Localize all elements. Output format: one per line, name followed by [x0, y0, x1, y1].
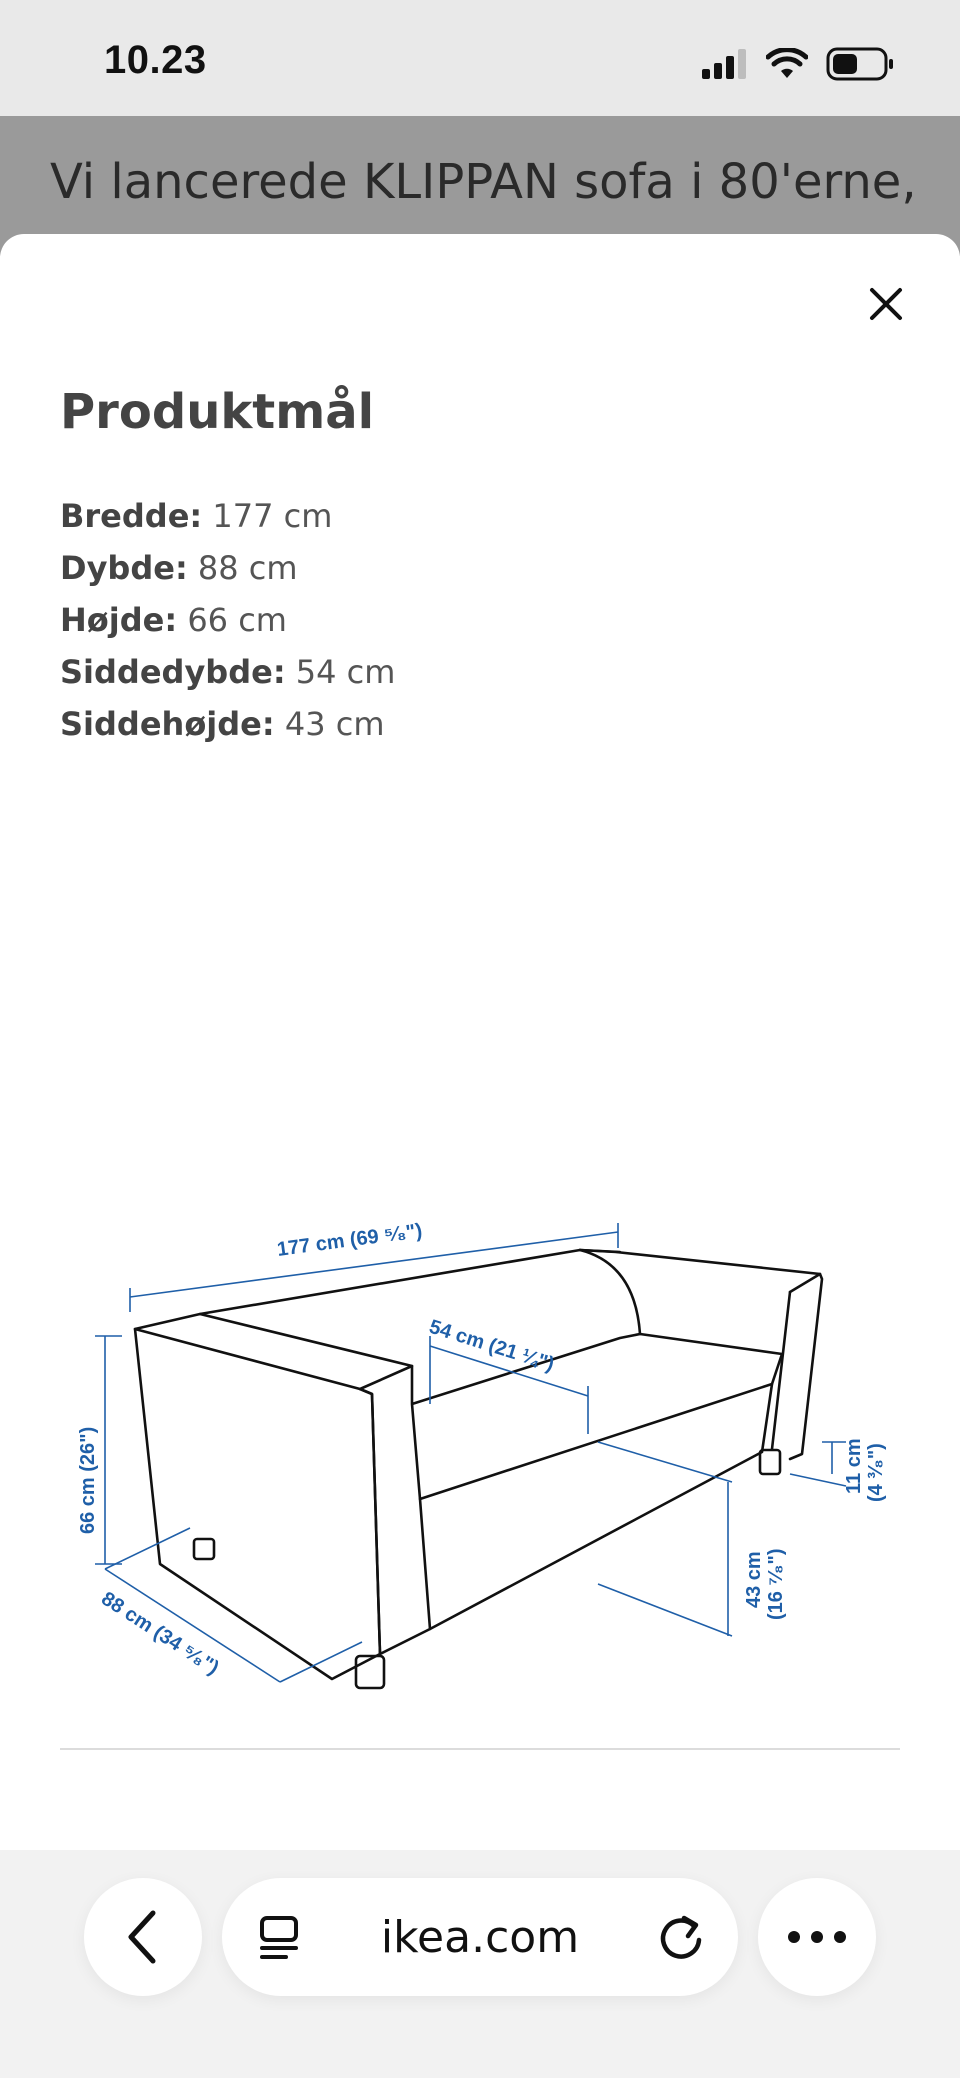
- status-bar: [0, 0, 960, 116]
- reload-icon[interactable]: [654, 1910, 708, 1964]
- dimension-value: 66 cm: [187, 601, 287, 639]
- battery-icon: [826, 47, 896, 81]
- more-icon: [787, 1930, 847, 1944]
- dimension-value: 177 cm: [212, 497, 333, 535]
- seat-height-cm-label: 43 cm: [743, 1551, 765, 1608]
- dimension-list: [60, 490, 395, 750]
- wifi-icon: [766, 48, 808, 80]
- cellular-signal-icon: [702, 49, 748, 79]
- close-button[interactable]: [856, 274, 916, 334]
- dimension-lines: [95, 1223, 846, 1682]
- dimension-value: 54 cm: [295, 653, 396, 691]
- dimension-label: Dybde:: [60, 549, 188, 587]
- sofa-dimension-diagram: [60, 934, 900, 1774]
- product-dimensions-sheet: [0, 234, 960, 2078]
- width-label: 177 cm (69 ⁵⁄₈"): [275, 1219, 424, 1261]
- dimension-value: 43 cm: [284, 705, 385, 743]
- dimension-item: [60, 594, 395, 646]
- height-label: 66 cm (26"): [77, 1426, 99, 1534]
- close-icon: [868, 286, 904, 322]
- seat-depth-label: 54 cm (21 ¼"): [426, 1315, 557, 1376]
- back-icon: [123, 1909, 163, 1965]
- leg-height-cm-label: 11 cm: [843, 1438, 865, 1494]
- address-bar[interactable]: [222, 1878, 738, 1996]
- back-button[interactable]: [84, 1878, 202, 1996]
- dimension-item: [60, 542, 395, 594]
- dimension-label: Højde:: [60, 601, 178, 639]
- leg-height-in-label: (4 ³⁄₈"): [865, 1443, 887, 1502]
- dimension-label: Siddehøjde:: [60, 705, 275, 743]
- depth-label: 88 cm (34 ⁵⁄₈"): [97, 1587, 223, 1680]
- dimension-label: Siddedybde:: [60, 653, 286, 691]
- sheet-divider: [60, 1748, 900, 1750]
- browser-toolbar: [0, 1850, 960, 2078]
- background-page-text: Vi lancerede KLIPPAN sofa i 80'erne,: [50, 154, 917, 210]
- dimension-value: 88 cm: [197, 549, 298, 587]
- sofa-line-drawing: [135, 1250, 822, 1688]
- dimension-label: Bredde:: [60, 497, 203, 535]
- sheet-title: Produktmål: [60, 384, 375, 440]
- url-text: ikea.com: [380, 1912, 580, 1963]
- status-icons: [702, 46, 896, 82]
- dimension-item: [60, 698, 395, 750]
- dimension-item: [60, 646, 395, 698]
- seat-height-in-label: (16 ⁷⁄₈"): [765, 1548, 787, 1620]
- status-time: 10.23: [104, 38, 207, 82]
- dimension-item: [60, 490, 395, 542]
- more-button[interactable]: [758, 1878, 876, 1996]
